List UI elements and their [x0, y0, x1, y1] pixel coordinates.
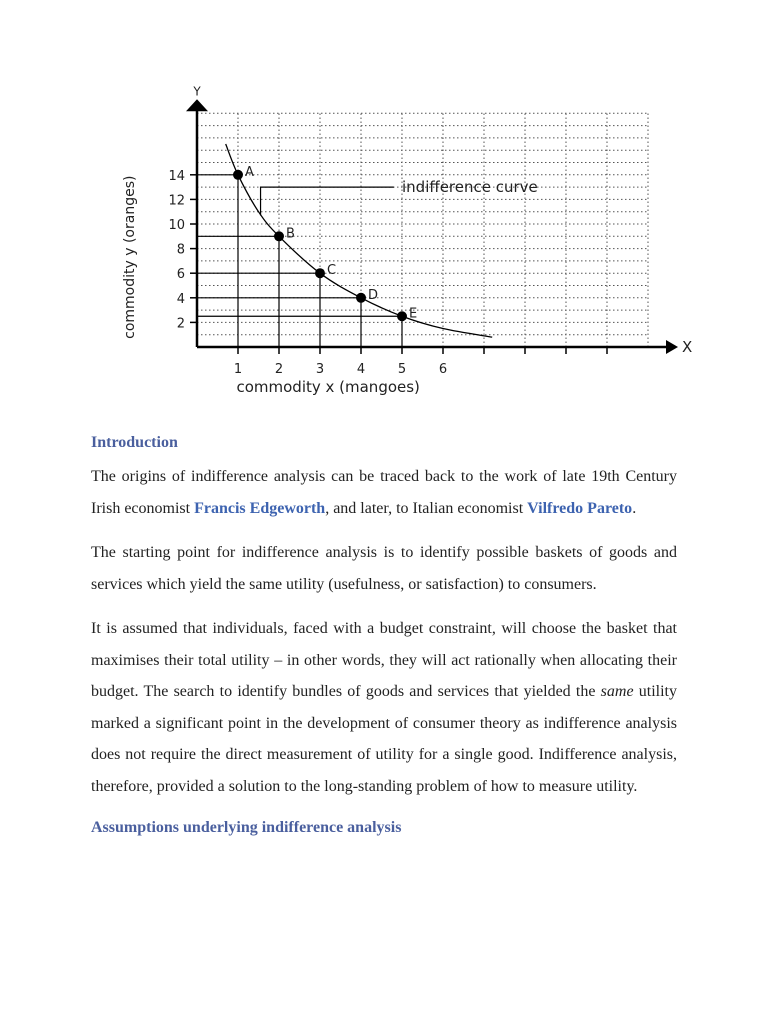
point-label: D [368, 287, 379, 303]
paragraph-origins-text-c: . [632, 499, 637, 517]
y-tick-label: 4 [176, 291, 185, 307]
data-point [315, 268, 325, 278]
paragraph-origins-text-a: The origins of indifference analysis can be traced back to the work of late 19th Century Irish economist [91, 468, 677, 517]
paragraph-assumption [91, 613, 677, 802]
indifference-curve-chart [112, 84, 693, 400]
y-tick-label: 12 [168, 193, 185, 209]
paragraph-origins-text-b: , and later, to Italian economist [325, 499, 528, 517]
data-point [274, 231, 284, 241]
indifference-curve-line [226, 144, 493, 337]
curve-label: indifference curve [402, 178, 538, 197]
x-tick-label: 2 [274, 362, 284, 377]
y-tick-label: 2 [176, 316, 185, 332]
point-label: E [409, 306, 418, 322]
grid-layer [197, 113, 648, 347]
y-tick-label: 8 [176, 242, 185, 258]
x-tick-label: 5 [397, 362, 407, 377]
y-axis-letter: Y [193, 84, 201, 99]
paragraph-assumption-text-a: It is assumed that individuals, faced with a budget constraint, will choose the basket that maximises their total utility – in other words, they will act rationally when allocating their budget. The search to identify bundles of goods and services that yielded the [91, 620, 677, 700]
paragraph-starting-point: The starting point for indifference analysis is to identify possible baskets of goods and services which yield the same utility (usefulness, or satisfaction) to consumers. [91, 544, 677, 593]
point-label: A [245, 164, 254, 180]
x-axis-letter: X [682, 338, 693, 356]
paragraph-origins [91, 461, 677, 524]
data-point [233, 170, 243, 180]
document-body [91, 431, 677, 840]
point-label: B [286, 226, 295, 242]
y-axis-title: commodity y (oranges) [122, 175, 138, 339]
curve-callout-line [261, 187, 394, 215]
y-tick-label: 6 [176, 267, 185, 283]
y-axis-arrow [186, 99, 208, 111]
edgeworth-link[interactable]: Francis Edgeworth [194, 499, 326, 517]
paragraph-assumption-emphasis: same [600, 683, 634, 700]
data-point [397, 311, 407, 321]
pareto-link[interactable]: Vilfredo Pareto [527, 499, 633, 517]
point-label: C [327, 263, 337, 279]
x-tick-label: 3 [315, 362, 325, 377]
curve-layer [226, 144, 493, 337]
y-tick-label: 14 [168, 168, 185, 184]
x-axis-title: commodity x (mangoes) [236, 378, 420, 396]
y-tick-label: 10 [168, 218, 185, 233]
x-axis-arrow [666, 340, 678, 354]
paragraph-assumption-text-b: utility marked a significant point in the development of consumer theory as indifference analysis does not require the direct measurement of utility for a single good. Indifference analysis, therefore, provided a solution to the long-standing problem of how to measure utility. [91, 683, 677, 795]
x-tick-label: 4 [356, 362, 366, 377]
data-point [356, 293, 366, 303]
x-tick-label: 6 [438, 362, 448, 377]
assumptions-heading: Assumptions underlying indifference analysis [91, 819, 402, 836]
introduction-heading: Introduction [91, 434, 178, 451]
x-tick-label: 1 [233, 362, 243, 377]
